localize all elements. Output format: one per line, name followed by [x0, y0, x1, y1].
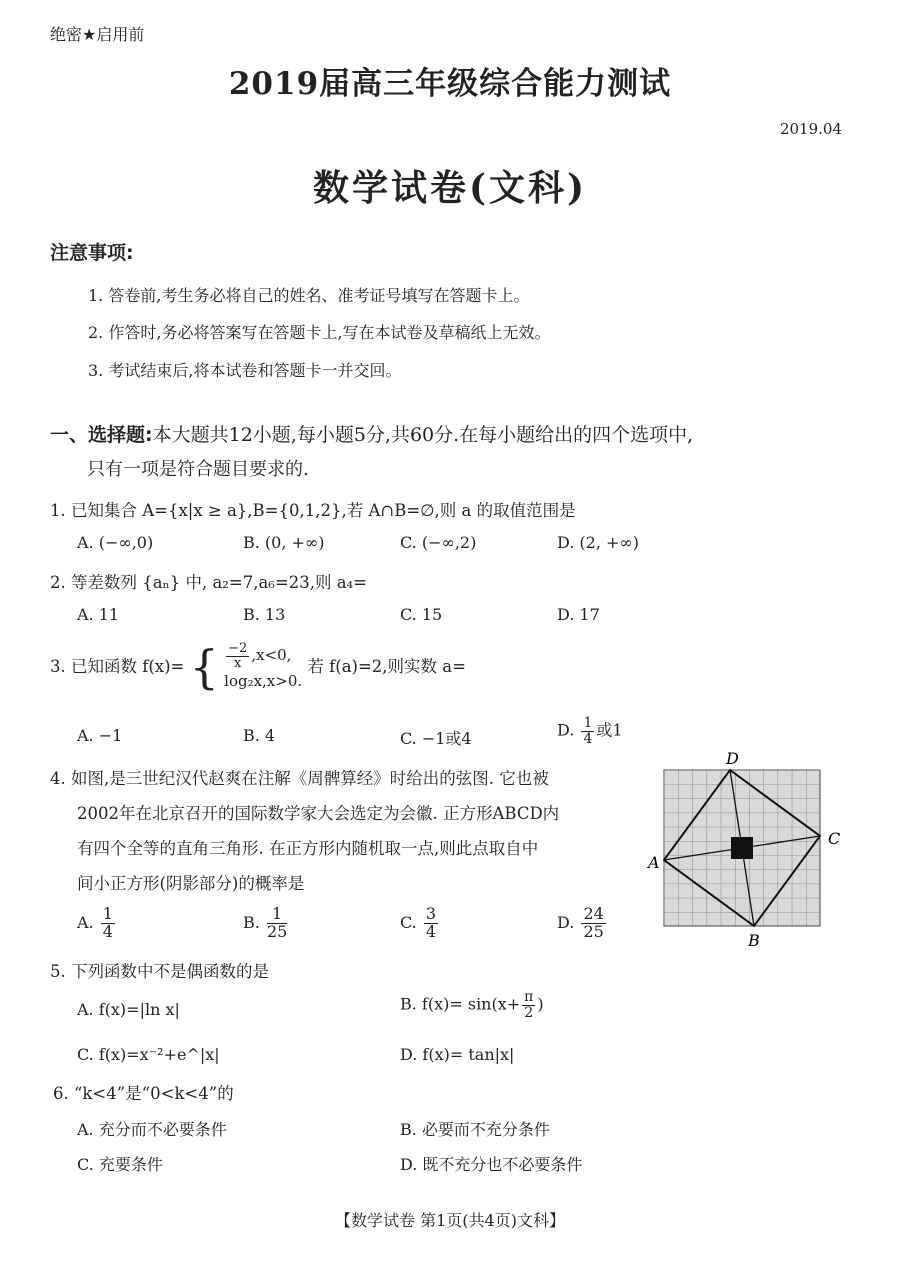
- q4-option-b-den: 25: [266, 921, 288, 941]
- q4-option-c-num: 3: [425, 904, 437, 923]
- q5-option-b-post: ): [537, 994, 544, 1014]
- q1-option-c: C. (−∞,2): [400, 533, 477, 552]
- exam-title: 2019届高三年级综合能力测试: [228, 66, 672, 102]
- q4-option-c-label: C.: [400, 912, 417, 932]
- q5-option-b-num: π: [524, 989, 534, 1005]
- q5-option-b-den: 2: [524, 1004, 534, 1021]
- q4-option-b-label: B.: [243, 912, 260, 932]
- q6-option-a: A. 充分而不必要条件: [77, 1120, 227, 1139]
- vertex-d-label: D: [726, 749, 739, 768]
- q4-option-d-den: 25: [583, 921, 604, 941]
- secret-label: 绝密★启用前: [50, 25, 145, 44]
- question-4-line: 4. 如图,是三世纪汉代赵爽在注解《周髀算经》时给出的弦图. 它也被: [50, 769, 549, 788]
- q3-option-b: B. 4: [243, 726, 276, 745]
- section-label: 一、选择题:: [50, 424, 153, 446]
- q6-option-c: C. 充要条件: [77, 1155, 163, 1174]
- q4-option-a: [77, 906, 117, 941]
- section-heading: [50, 420, 693, 447]
- notice-heading: 注意事项:: [50, 242, 134, 264]
- q4-option-d-num: 24: [583, 904, 604, 923]
- q1-option-d: D. (2, +∞): [557, 533, 639, 552]
- q3-case2: log₂x,x>0.: [224, 672, 303, 691]
- q3-case1-num: −2: [228, 641, 248, 656]
- q3-piecewise: { $\frac{-2}{x}$ ,x<0, log₂x,x>0.: [189, 640, 303, 695]
- q5-option-b: [400, 990, 544, 1020]
- q3-option-d-num: 1: [583, 715, 593, 731]
- question-6-stem: 6. “k<4”是“0<k<4”的: [53, 1084, 234, 1103]
- notice-item: 3. 考试结束后,将本试卷和答题卡一并交回。: [88, 361, 402, 380]
- question-2-stem: 2. 等差数列 {aₙ} 中, a₂=7,a₆=23,则 a₄=: [50, 573, 367, 592]
- q5-option-d: D. f(x)= tan|x|: [400, 1045, 515, 1064]
- section-desc: 本大题共12小题,每小题5分,共60分.在每小题给出的四个选项中,: [152, 424, 694, 446]
- q3-case1-den: x: [234, 655, 242, 671]
- q3-option-d-den: 4: [583, 730, 593, 747]
- q4-option-a-den: 4: [102, 921, 113, 941]
- q4-option-b: [243, 906, 289, 941]
- vertex-a-label: A: [648, 853, 660, 872]
- question-1-stem: 1. 已知集合 A={x|x ≥ a},B={0,1,2},若 A∩B=∅,则 a 的取值范围是: [50, 501, 576, 520]
- q4-option-d-label: D.: [557, 912, 575, 932]
- q2-option-d: D. 17: [557, 605, 600, 624]
- q3-post: 若 f(a)=2,则实数 a=: [307, 656, 466, 676]
- q5-option-c: C. f(x)=x⁻²+e^|x|: [77, 1045, 220, 1064]
- q3-option-d-label: D.: [557, 720, 575, 740]
- question-5-stem: 5. 下列函数中不是偶函数的是: [50, 962, 269, 981]
- vertex-c-label: C: [828, 829, 841, 848]
- q4-option-c: [400, 906, 440, 941]
- question-4-line: 有四个全等的直角三角形. 在正方形内随机取一点,则此点取自中: [77, 839, 539, 858]
- q6-option-b: B. 必要而不充分条件: [400, 1120, 550, 1139]
- question-4-line: 2002年在北京召开的国际数学家大会选定为会徽. 正方形ABCD内: [77, 804, 560, 823]
- q3-option-d: [557, 716, 623, 746]
- q2-option-a: A. 11: [77, 605, 120, 624]
- q1-option-b: B. (0, +∞): [243, 533, 325, 552]
- vertex-b-label: B: [748, 931, 760, 950]
- q3-option-d-tail: 或1: [596, 720, 623, 740]
- zhao-shuang-diagram: [640, 746, 850, 952]
- paper-subtitle: 数学试卷(文科): [312, 167, 588, 209]
- exam-date: 2019.04: [779, 120, 842, 138]
- q4-option-c-den: 4: [425, 921, 437, 941]
- q3-case1-cond: ,x<0,: [251, 646, 292, 665]
- q5-option-a: A. f(x)=|ln x|: [77, 1000, 180, 1019]
- q4-option-d: [557, 906, 608, 941]
- q6-option-d: D. 既不充分也不必要条件: [400, 1155, 583, 1174]
- section-desc-2: 只有一项是符合题目要求的.: [87, 459, 309, 480]
- q4-option-a-num: 1: [102, 904, 113, 923]
- q4-option-a-label: A.: [77, 912, 94, 932]
- q3-option-c: C. −1或4: [400, 729, 472, 748]
- q2-option-b: B. 13: [243, 605, 286, 624]
- notice-item: 1. 答卷前,考生务必将自己的姓名、准考证号填写在答题卡上。: [88, 286, 530, 305]
- q3-pre: 已知函数 f(x)=: [71, 656, 185, 676]
- question-4-line: 间小正方形(阴影部分)的概率是: [77, 874, 305, 893]
- q4-option-b-num: 1: [267, 906, 287, 924]
- q5-option-b-pre: B. f(x)= sin(x+: [400, 994, 521, 1014]
- notice-item: 2. 作答时,务必将答案写在答题卡上,写在本试卷及草稿纸上无效。: [88, 323, 551, 342]
- q2-option-c: C. 15: [400, 605, 443, 624]
- page-footer: 【数学试卷 第1页(共4页)文科】: [335, 1211, 565, 1230]
- q3-number: 3.: [50, 656, 66, 676]
- q1-option-a: A. (−∞,0): [77, 533, 154, 552]
- question-3-stem: [50, 642, 466, 693]
- shaded-small-square: [731, 837, 753, 859]
- q3-option-a: A. −1: [77, 726, 123, 745]
